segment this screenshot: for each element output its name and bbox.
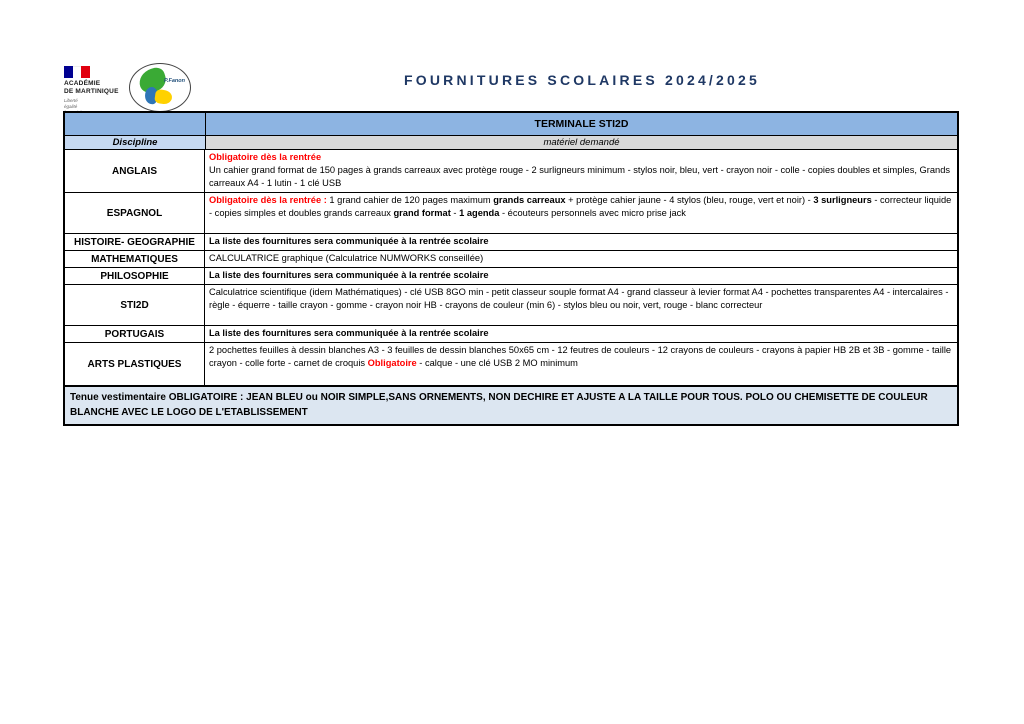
material-line: La liste des fournitures sera communiquée à la rentrée scolaire [209, 270, 489, 281]
academy-name-line1: ACADÉMIE [64, 80, 101, 87]
material-cell [205, 150, 957, 192]
material-cell [205, 285, 957, 325]
material-cell [205, 326, 957, 342]
academy-logo [64, 66, 126, 116]
material-line: La liste des fournitures sera communiquée à la rentrée scolaire [209, 328, 489, 339]
dress-code-note: Tenue vestimentaire OBLIGATOIRE : JEAN BLEU ou NOIR SIMPLE,SANS ORNEMENTS, NON DECHIRE ET AJUSTE A LA TAILLE POUR TOUS. POLO OU CHEMISETTE DE COULEUR BLANCHE AVEC LE LOGO DE L'ETABLISSEMENT [65, 385, 957, 424]
yellow-splash-icon [154, 89, 173, 105]
discipline-header-cell: Discipline [65, 136, 206, 149]
material-line: La liste des fournitures sera communiquée à la rentrée scolaire [209, 236, 489, 247]
material-line: 2 pochettes feuilles à dessin blanches A3 - 3 feuilles de dessin blanches 50x65 cm - 12 feutres de couleurs - 12 crayons de couleurs - crayons à papier HB 2B et 3B - gomme - taille crayon - colle forte - carnet de croquis Obligatoire - calque - une clé USB 2 MO minimum [209, 345, 952, 369]
material-line: Un cahier grand format de 150 pages à grands carreaux avec protège rouge - 2 surligneurs minimum - stylos noir, bleu, vert - crayon noir - colle - copies doubles et simples, Grands carreaux A4 - 1 lutin - 1 clé USB [209, 165, 951, 189]
material-cell [205, 268, 957, 284]
discipline-cell: MATHEMATIQUES [65, 251, 205, 267]
discipline-cell: ARTS PLASTIQUES [65, 343, 205, 385]
class-header-row [65, 113, 957, 135]
french-flag-icon [64, 66, 90, 78]
material-line: CALCULATRICE graphique (Calculatrice NUMWORKS conseillée) [209, 253, 484, 264]
school-logo [129, 63, 191, 112]
table-row [65, 342, 957, 385]
discipline-cell: PHILOSOPHIE [65, 268, 205, 284]
academy-name-line2: DE MARTINIQUE [64, 88, 119, 96]
supplies-table [63, 111, 959, 426]
material-header-cell: matériel demandé [206, 136, 957, 149]
motto-line1: Liberté [64, 98, 78, 104]
material-line: Obligatoire dès la rentrée [209, 152, 322, 162]
table-row [65, 250, 957, 267]
column-header-row [65, 135, 957, 149]
table-row [65, 267, 957, 284]
discipline-cell: ANGLAIS [65, 150, 205, 192]
material-cell [205, 193, 957, 233]
class-header-cell: TERMINALE STI2D [206, 113, 957, 135]
table-row [65, 233, 957, 250]
table-body [65, 149, 957, 385]
discipline-cell: HISTOIRE- GEOGRAPHIE [65, 234, 205, 250]
page-title: FOURNITURES SCOLAIRES 2024/2025 [404, 72, 760, 88]
table-row [65, 325, 957, 342]
motto-line2: égalité [64, 104, 78, 110]
school-logo-text: P.Fanon [164, 78, 185, 84]
material-line: Calculatrice scientifique (idem Mathématiques) - clé USB 8GO min - petit classeur souple format A4 - grand classeur à levier format A4 - pochettes transparentes A4 - intercalaires - règle - équerre - taille crayon - gomme - crayon noir HB - crayons de couleur (min 6) - stylos bleu ou noir, vert, rouge - blanc correcteur [209, 287, 949, 311]
material-line: Obligatoire dès la rentrée : 1 grand cahier de 120 pages maximum grands carreaux + protège cahier jaune - 4 stylos (bleu, rouge, vert et noir) - 3 surligneurs - correcteur liquide - copies simples et doubles grands carreaux grand format - 1 agenda - écouteurs personnels avec micro prise jack [209, 195, 952, 219]
material-cell [205, 251, 957, 267]
discipline-cell: PORTUGAIS [65, 326, 205, 342]
table-row [65, 192, 957, 233]
material-cell [205, 234, 957, 250]
discipline-cell: ESPAGNOL [65, 193, 205, 233]
table-row [65, 284, 957, 325]
discipline-cell: STI2D [65, 285, 205, 325]
material-cell [205, 343, 957, 385]
table-row [65, 149, 957, 192]
class-header-empty-cell [65, 113, 206, 135]
